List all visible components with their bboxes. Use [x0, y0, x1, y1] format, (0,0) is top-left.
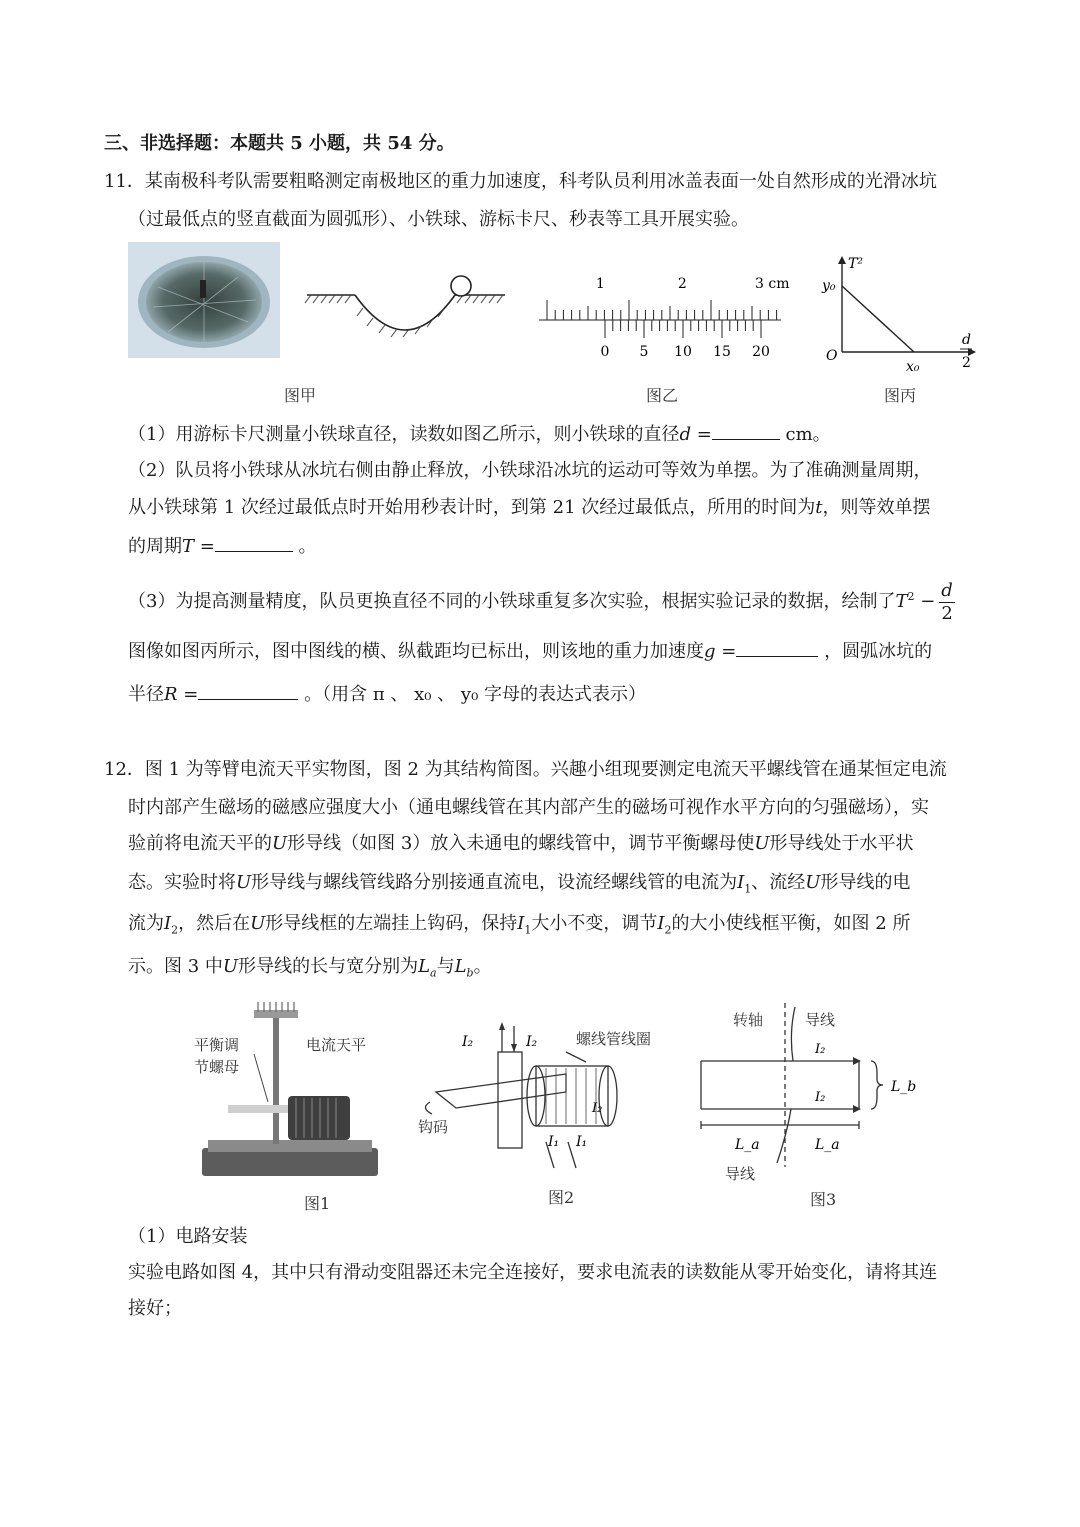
- q11-part2-line-2: 从小铁球第 1 次经过最低点时开始用秒表计时，到第 21 次经过最低点，所用的时间为t，则等效单摆: [128, 497, 931, 518]
- q11-part3-line-1: （3）为提高测量精度，队员更换直径不同的小铁球重复多次实验，根据实验记录的数据，绘制了$T^2$ − $\frac{d}{2}$: [128, 579, 953, 624]
- graph-y-axis-label: T²: [848, 256, 863, 272]
- q12-subq1-text-line-2: 接好；: [128, 1298, 182, 1319]
- fig3-caption: 图3: [810, 1190, 837, 1209]
- fig2-i1-left: I₁: [548, 1134, 560, 1150]
- fig3-label-axis: 转轴: [733, 1011, 764, 1029]
- caliper-vernier-label: 10: [674, 344, 692, 360]
- fraction-d-over-2: $\frac{d}{2}$: [941, 579, 953, 624]
- q12-subq1-text-line-1: 实验电路如图 4，其中只有滑动变阻器还未完全连接好，要求电流表的读数能从零开始变化，请将其连: [128, 1262, 938, 1283]
- answer-blank-diameter[interactable]: [712, 421, 780, 440]
- caliper-vernier-label: 15: [713, 344, 731, 360]
- fig1-label-nut-line2: 节螺母: [194, 1058, 240, 1076]
- q11-stem-line-2: （过最低点的竖直截面为圆弧形）、小铁球、游标卡尺、秒表等工具开展实验。: [128, 209, 749, 230]
- t2-vs-d-graph: [818, 254, 983, 379]
- fig1-caption: 图1: [304, 1194, 331, 1213]
- fig-yi-caption: 图乙: [646, 386, 679, 405]
- fig3-lb-label: L_b: [891, 1079, 917, 1095]
- section-heading: 三、非选择题：本题共 5 小题，共 54 分。: [104, 133, 455, 154]
- fig1-label-nut-line1: 平衡调: [194, 1036, 240, 1054]
- caliper-main-label: 2: [677, 276, 687, 292]
- answer-blank-gravity[interactable]: [736, 638, 818, 657]
- current-balance-photo: [188, 1000, 388, 1185]
- graph-origin-label: O: [826, 348, 838, 364]
- graph-x0-label: x₀: [906, 359, 920, 375]
- q11-stem-line-1: 11．某南极科考队需要粗略测定南极地区的重力加速度，科考队员利用冰盖表面一处自然形成的光滑冰坑: [104, 171, 937, 192]
- caliper-vernier-label: 5: [639, 344, 649, 360]
- q11-part2-line-1: （2）队员将小铁球从冰坑右侧由静止释放，小铁球沿冰坑的运动可等效为单摆。为了准确测量周期，: [128, 460, 932, 481]
- fig-bing-caption: 图丙: [884, 386, 917, 405]
- fig3-la-left: L_a: [735, 1137, 760, 1153]
- caliper-vernier-label: 20: [752, 344, 770, 360]
- fig3-label-wire-bottom: 导线: [725, 1165, 756, 1183]
- fig2-caption: 图2: [548, 1188, 575, 1207]
- fig2-i2-inner: I₂: [592, 1101, 603, 1116]
- u-wire-diagram: [695, 1003, 935, 1188]
- fig3-la-right: L_a: [815, 1137, 840, 1153]
- answer-blank-radius[interactable]: [198, 681, 298, 700]
- caliper-vernier-label: 0: [600, 344, 610, 360]
- fig2-i1-right: I₁: [576, 1134, 588, 1150]
- graph-x-den-label: 2: [962, 355, 971, 371]
- q11-part2-line-3: 的周期T = 。: [128, 533, 317, 559]
- fig2-label-weight: 钩码: [418, 1118, 449, 1136]
- fig2-label-coil: 螺线管线圈: [576, 1030, 652, 1048]
- q12-stem-line-1: 12．图 1 为等臂电流天平实物图，图 2 为其结构简图。兴趣小组现要测定电流天平螺线管在通某恒定电流: [104, 759, 947, 780]
- fig1-label-balance: 电流天平: [306, 1036, 367, 1054]
- q12-stem-line-6: 示。图 3 中U形导线的长与宽分别为$L_a$与$L_b$。: [128, 956, 492, 980]
- fig2-i2-left: I₂: [462, 1034, 474, 1050]
- q12-stem-line-5: 流为$I_2$，然后在U形导线框的左端挂上钩码，保持$I_1$大小不变，调节$I_2$的大小使线框平衡，如图 2 所: [128, 913, 911, 937]
- q11-part3-line-2: 图像如图丙所示，图中图线的横、纵截距均已标出，则该地的重力加速度g = ，圆弧冰坑的: [128, 638, 932, 664]
- vernier-caliper-diagram: [535, 270, 790, 365]
- q12-stem-line-4: 态。实验时将U形导线与螺线管线路分别接通直流电，设流经螺线管的电流为$I_1$、流经U形导线的电: [128, 872, 911, 896]
- caliper-main-label: 1: [595, 276, 605, 292]
- graph-y0-label: y₀: [822, 278, 836, 294]
- balance-structure-diagram: [416, 1022, 676, 1182]
- arc-pit-diagram: [305, 270, 510, 350]
- q11-part1: （1）用游标卡尺测量小铁球直径，读数如图乙所示，则小铁球的直径d = cm。: [128, 421, 831, 447]
- fig-jia-caption: 图甲: [284, 386, 317, 405]
- fig3-i2-top: I₂: [815, 1042, 826, 1057]
- fig2-i2-right: I₂: [526, 1034, 538, 1050]
- graph-x-num-label: d: [962, 332, 971, 348]
- q12-subq1-title: （1）电路安装: [128, 1226, 248, 1247]
- fig3-label-wire-top: 导线: [805, 1011, 836, 1029]
- caliper-main-label: 3 cm: [755, 276, 790, 292]
- q11-part3-line-3: 半径R = 。（用含 π 、 x₀ 、 y₀ 字母的表达式表示）: [128, 681, 646, 707]
- q12-stem-line-3: 验前将电流天平的U形导线（如图 3）放入未通电的螺线管中，调节平衡螺母使U形导线处于水平状: [128, 833, 914, 854]
- q12-stem-line-2: 时内部产生磁场的磁感应强度大小（通电螺线管在其内部产生的磁场可视作水平方向的匀强磁场），实: [128, 797, 929, 818]
- fig3-i2-bottom: I₂: [815, 1090, 826, 1105]
- answer-blank-period[interactable]: [215, 533, 293, 552]
- ice-pit-photo: [128, 242, 280, 358]
